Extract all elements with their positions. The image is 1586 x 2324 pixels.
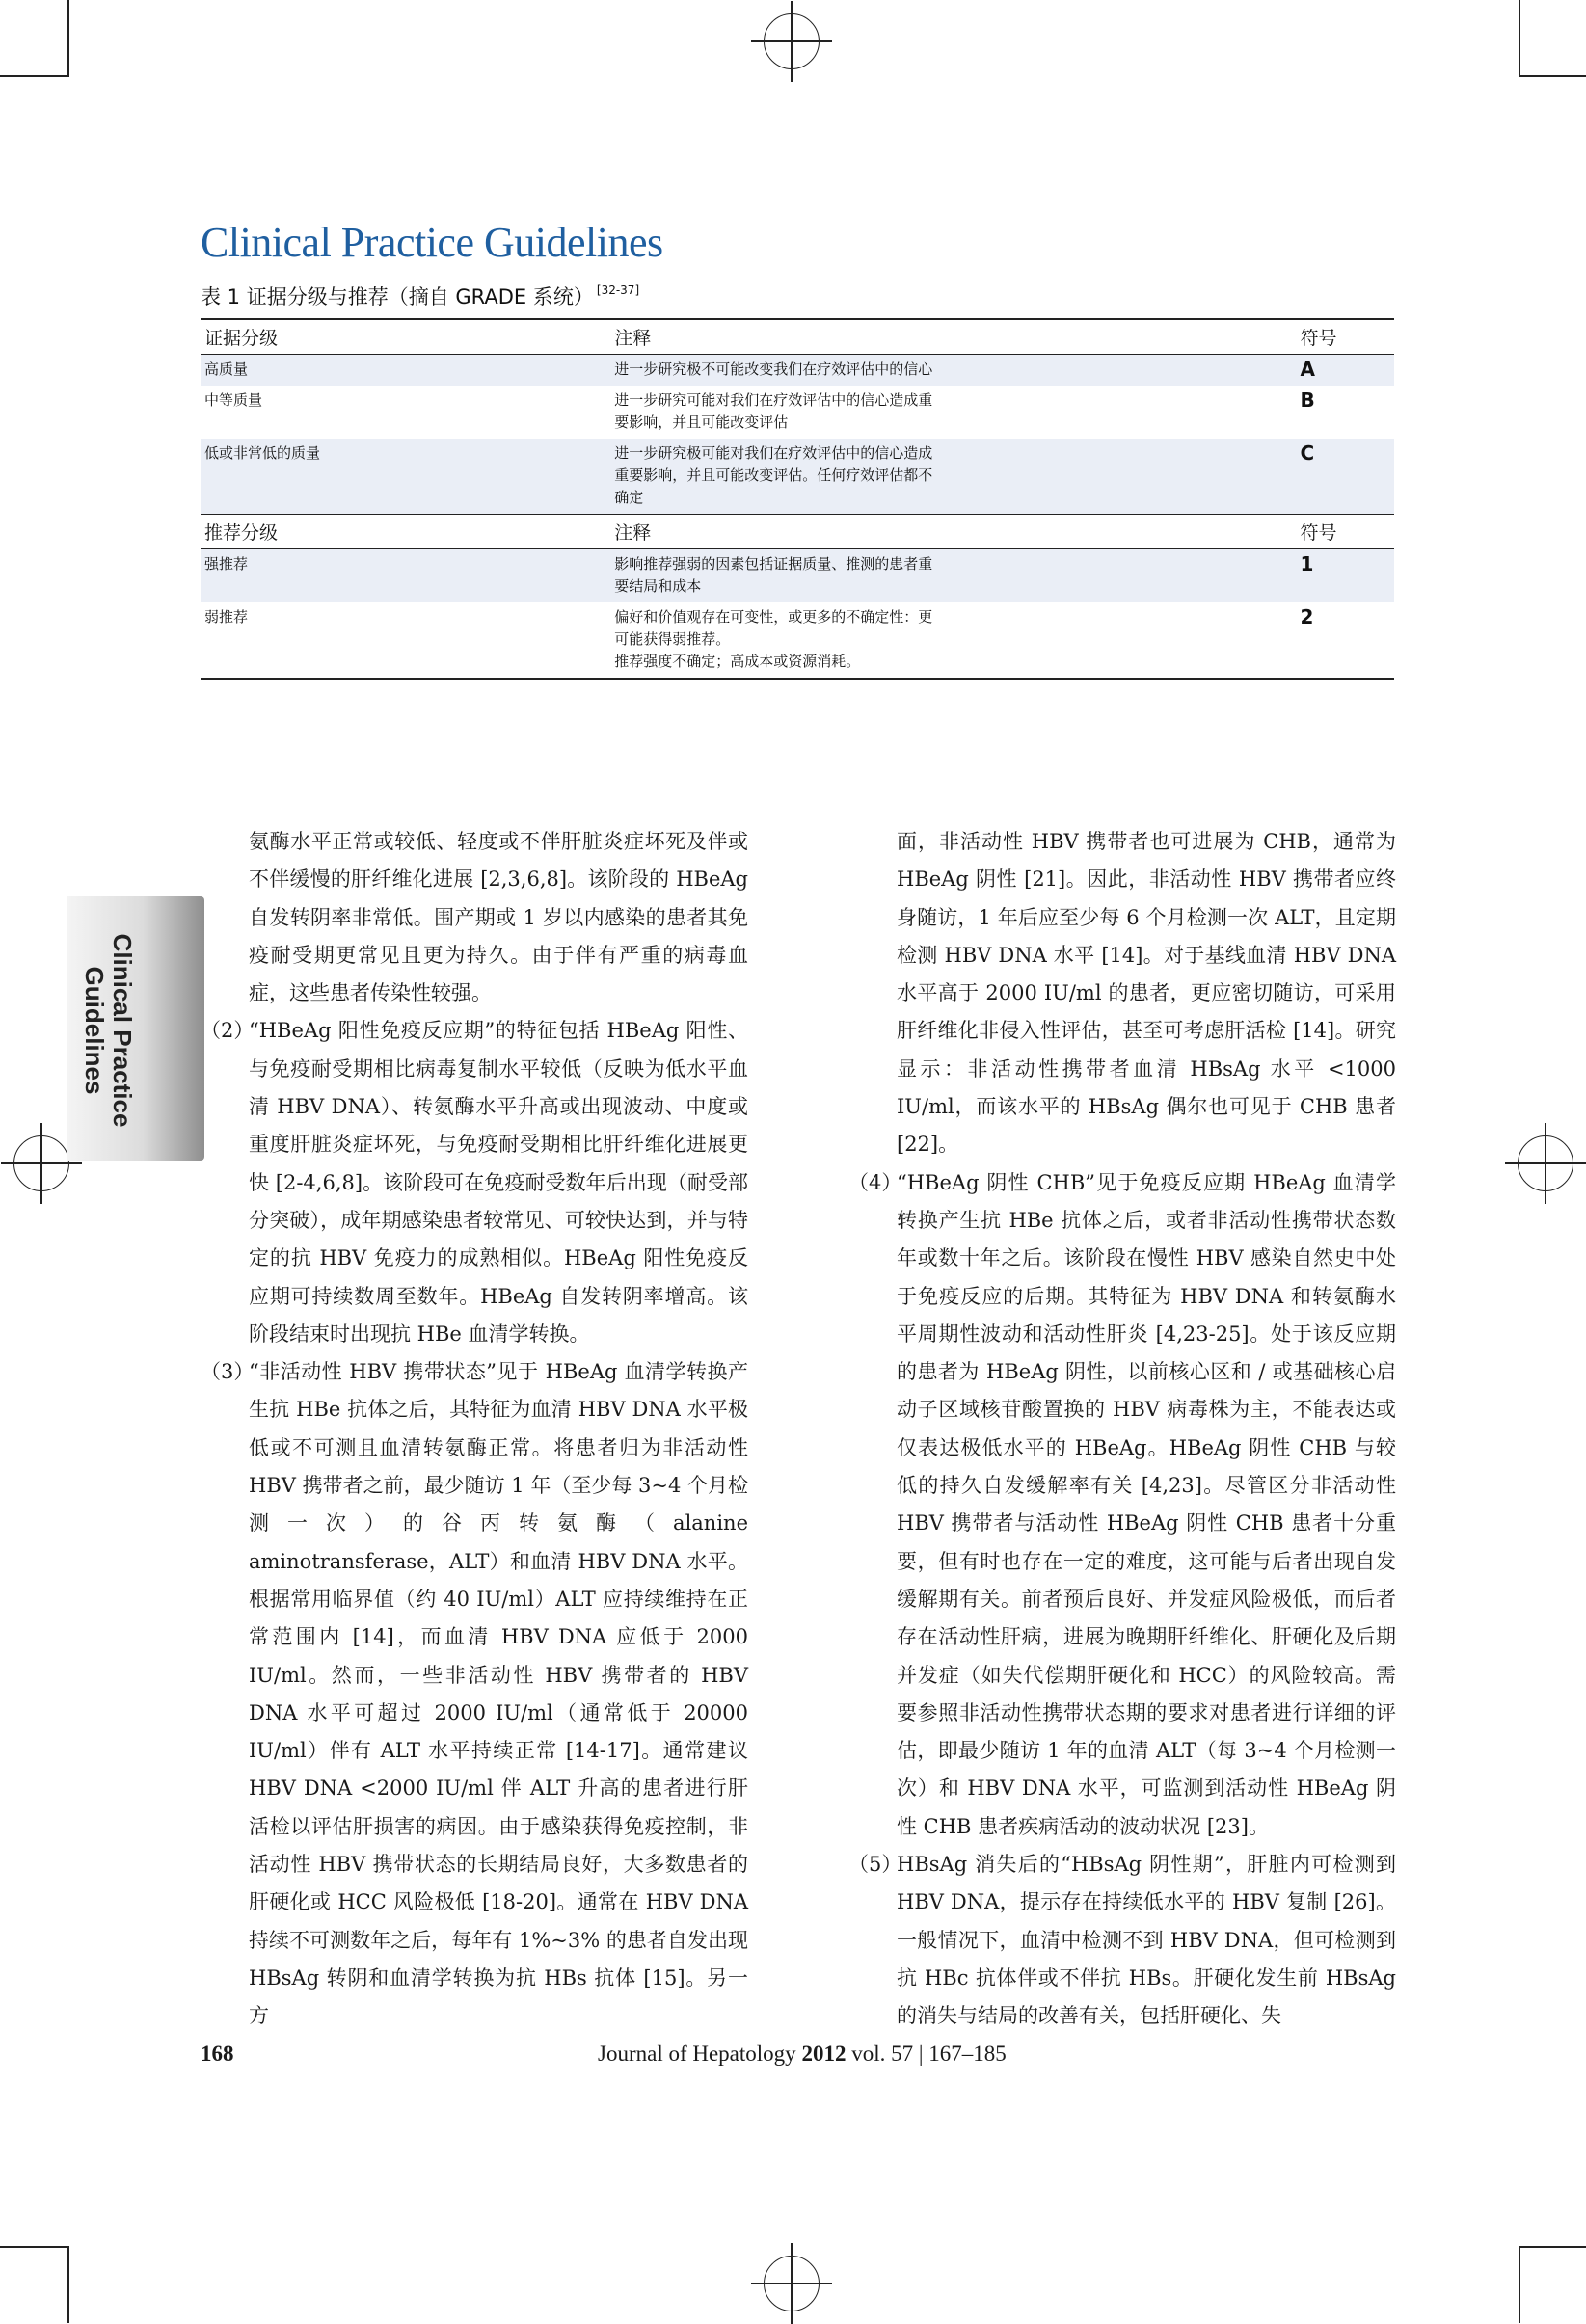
table-caption-text: 表 1 证据分级与推荐（摘自 GRADE 系统） <box>201 285 594 308</box>
registration-mark <box>13 1135 69 1191</box>
item-number: （3） <box>201 1360 255 1384</box>
item-text: “非活动性 HBV 携带状态”见于 HBeAg 血清学转换产生抗 HBe 抗体之后，其特征为血清 HBV DNA 水平极低或不可测且血清转氨酶正常。将患者归为非活动性 HBV 携带者之前，最少随访 1 年（至少每 3~4 个月检测一次）的谷丙转氨酶（alanine aminotransferase，ALT）和血清 HBV DNA 水平。根据常用临界值（约 40 IU/ml）ALT 应持续维持在正常范围内 [14]，而血清 HBV DNA 应低于 2000 IU/ml。然而，一些非活动性 HBV 携带者的 HBV DNA 水平可超过 2000 IU/ml（通常低于 20000 IU/ml）伴有 ALT 水平持续正常 [14-17]。通常建议 HBV DNA <2000 IU/ml 伴 ALT 升高的患者进行肝活检以评估肝损害的病因。由于感染获得免疫控制，非活动性 HBV 携带状态的长期结局良好，大多数患者的肝硬化或 HCC 风险极低 [18-20]。通常在 HBV DNA 持续不可测数年之后，每年有 1%~3% 的患者自发出现 HBsAg 转阴和血清学转换为抗 HBs 抗体 [15]。另一方 <box>249 1360 748 2028</box>
table-caption-ref: [32-37] <box>596 283 640 297</box>
item-number: （5） <box>848 1853 902 1877</box>
list-item <box>201 1012 748 1353</box>
journal-citation <box>598 2042 1007 2067</box>
evidence-header-row <box>201 319 1394 355</box>
crop-mark <box>67 2246 69 2323</box>
crop-mark <box>0 2246 67 2248</box>
header-cell: 注释 <box>610 319 1296 355</box>
header-cell: 证据分级 <box>201 319 610 355</box>
page-number: 168 <box>201 2042 234 2066</box>
list-item <box>848 1846 1396 2035</box>
note-cell: 进一步研究可能对我们在疗效评估中的信心造成重 要影响，并且可能改变评估 <box>614 391 933 431</box>
item-text: HBsAg 消失后的“HBsAg 阴性期”，肝脏内可检测到 HBV DNA，提示存在持续低水平的 HBV 复制 [26]。一般情况下，血清中检测不到 HBV DNA，但可检测到抗 HBc 抗体伴或不伴抗 HBs。肝硬化发生前 HBsAg 的消失与结局的改善有关，包括肝硬化、失 <box>897 1853 1396 2028</box>
symbol-cell: 2 <box>1297 602 1394 679</box>
crop-mark <box>1519 0 1520 77</box>
list-item <box>201 1353 748 2035</box>
note-cell: 进一步研究极不可能改变我们在疗效评估中的信心 <box>610 355 1296 387</box>
header-cell: 符号 <box>1297 319 1394 355</box>
recommend-header-row <box>201 515 1394 549</box>
paragraph: 氨酶水平正常或较低、轻度或不伴肝脏炎症坏死及伴或不伴缓慢的肝纤维化进展 [2,3,6,8]。该阶段的 HBeAg 自发转阴率非常低。围产期或 1 岁以内感染的患者其免疫耐受期更常见且更为持久。由于伴有严重的病毒血症，这些患者传染性较强。 <box>249 830 748 1005</box>
note-cell: 偏好和价值观存在可变性，或更多的不确定性：更 可能获得弱推荐。 推荐强度不确定；高成本或资源消耗。 <box>610 602 1296 679</box>
paragraph: 面，非活动性 HBV 携带者也可进展为 CHB，通常为 HBeAg 阴性 [21]。因此，非活动性 HBV 携带者应终身随访，1 年后应至少每 6 个月检测一次 ALT，且定期检测 HBV DNA 水平 [14]。对于基线血清 HBV DNA 水平高于 2000 IU/ml 的患者，更应密切随访，可采用肝纤维化非侵入性评估，甚至可考虑肝活检 [14]。研究显示：非活动性携带者血清 HBsAg 水平 <1000 IU/ml，而该水平的 HBsAg 偶尔也可见于 CHB 患者 [22]。 <box>897 830 1396 1157</box>
header-cell: 注释 <box>610 515 1296 549</box>
table-row <box>201 602 1394 679</box>
grade-cell: 强推荐 <box>201 549 610 603</box>
crop-mark <box>67 0 69 77</box>
side-tab-label: Clinical Practice Guidelines <box>80 933 137 1128</box>
table-row <box>201 439 1394 515</box>
registration-mark <box>1518 1135 1573 1191</box>
citation-separator: | <box>918 2042 924 2066</box>
table-row <box>201 355 1394 387</box>
registration-mark <box>764 2256 820 2311</box>
header-cell: 符号 <box>1297 515 1394 549</box>
item-text: “HBeAg 阴性 CHB”见于免疫反应期 HBeAg 血清学转换产生抗 HBe 抗体之后，或者非活动性携带状态数年或数十年之后。该阶段在慢性 HBV 感染自然史中处于免疫反应的后期。其特征为 HBV DNA 和转氨酶水平周期性波动和活动性肝炎 [4,23-25]。处于该反应期的患者为 HBeAg 阴性，以前核心区和 / 或基础核心启动子区域核苷酸置换的 HBV 病毒株为主，不能表达或仅表达极低水平的 HBeAg。HBeAg 阴性 CHB 与较低的持久自发缓解率有关 [4,23]。尽管区分非活动性 HBV 携带者与活动性 HBeAg 阴性 CHB 患者十分重要，但有时也存在一定的难度，这可能与后者出现自发缓解期有关。前者预后良好、并发症风险极低，而后者存在活动性肝病，进展为晚期肝纤维化、肝硬化及后期并发症（如失代偿期肝硬化和 HCC）的风险较高。需要参照非活动性携带状态期的要求对患者进行详细的评估，即最少随访 1 年的血清 ALT（每 3~4 个月检测一次）和 HBV DNA 水平，可监测到活动性 HBeAg 阴性 CHB 患者疾病活动的波动状况 [23]。 <box>897 1170 1396 1838</box>
grade-table <box>201 318 1394 680</box>
item-text: “HBeAg 阳性免疫反应期”的特征包括 HBeAg 阳性、与免疫耐受期相比病毒复制水平较低（反映为低水平血清 HBV DNA）、转氨酶水平升高或出现波动、中度或重度肝脏炎症坏死，与免疫耐受期相比肝纤维化进展更快 [2-4,6,8]。该阶段可在免疫耐受数年后出现（耐受部分突破），成年期感染患者较常见、可较快达到，并与特定的抗 HBV 免疫力的成熟相似。HBeAg 阳性免疫反应期可持续数周至数年。HBeAg 自发转阴率增高。该阶段结束时出现抗 HBe 血清学转换。 <box>249 1019 748 1346</box>
table-row <box>201 386 1394 439</box>
journal-name: Journal of Hepatology <box>598 2042 796 2066</box>
running-title: Clinical Practice Guidelines <box>201 219 663 266</box>
crop-mark <box>1519 2246 1520 2323</box>
crop-mark <box>0 75 67 77</box>
registration-mark <box>764 13 820 69</box>
grade-cell: 低或非常低的质量 <box>201 439 610 515</box>
note-cell: 进一步研究极可能对我们在疗效评估中的信心造成 重要影响，并且可能改变评估。任何疗效评估都不 确定 <box>610 439 1296 515</box>
table-row <box>201 549 1394 603</box>
journal-year: 2012 <box>801 2042 847 2066</box>
list-item <box>848 1164 1396 1846</box>
symbol-cell: C <box>1297 439 1394 515</box>
table-caption <box>201 281 639 310</box>
body-column-left <box>201 823 748 2036</box>
grade-cell: 弱推荐 <box>201 602 610 679</box>
symbol-cell: 1 <box>1297 549 1394 603</box>
note-cell: 影响推荐强弱的因素包括证据质量、推测的患者重 要结局和成本 <box>610 549 1296 603</box>
item-number: （4） <box>848 1170 902 1194</box>
body-column-right <box>848 823 1396 2036</box>
item-number: （2） <box>201 1019 255 1043</box>
symbol-cell: B <box>1300 388 1315 412</box>
grade-cell: 中等质量 <box>204 391 263 409</box>
header-cell: 推荐分级 <box>201 515 610 549</box>
grade-cell: 高质量 <box>201 355 610 387</box>
crop-mark <box>1520 75 1586 77</box>
journal-volume: vol. 57 <box>851 2042 914 2066</box>
symbol-cell: A <box>1297 355 1394 387</box>
crop-mark <box>1520 2246 1586 2248</box>
journal-pages: 167–185 <box>928 2042 1007 2066</box>
